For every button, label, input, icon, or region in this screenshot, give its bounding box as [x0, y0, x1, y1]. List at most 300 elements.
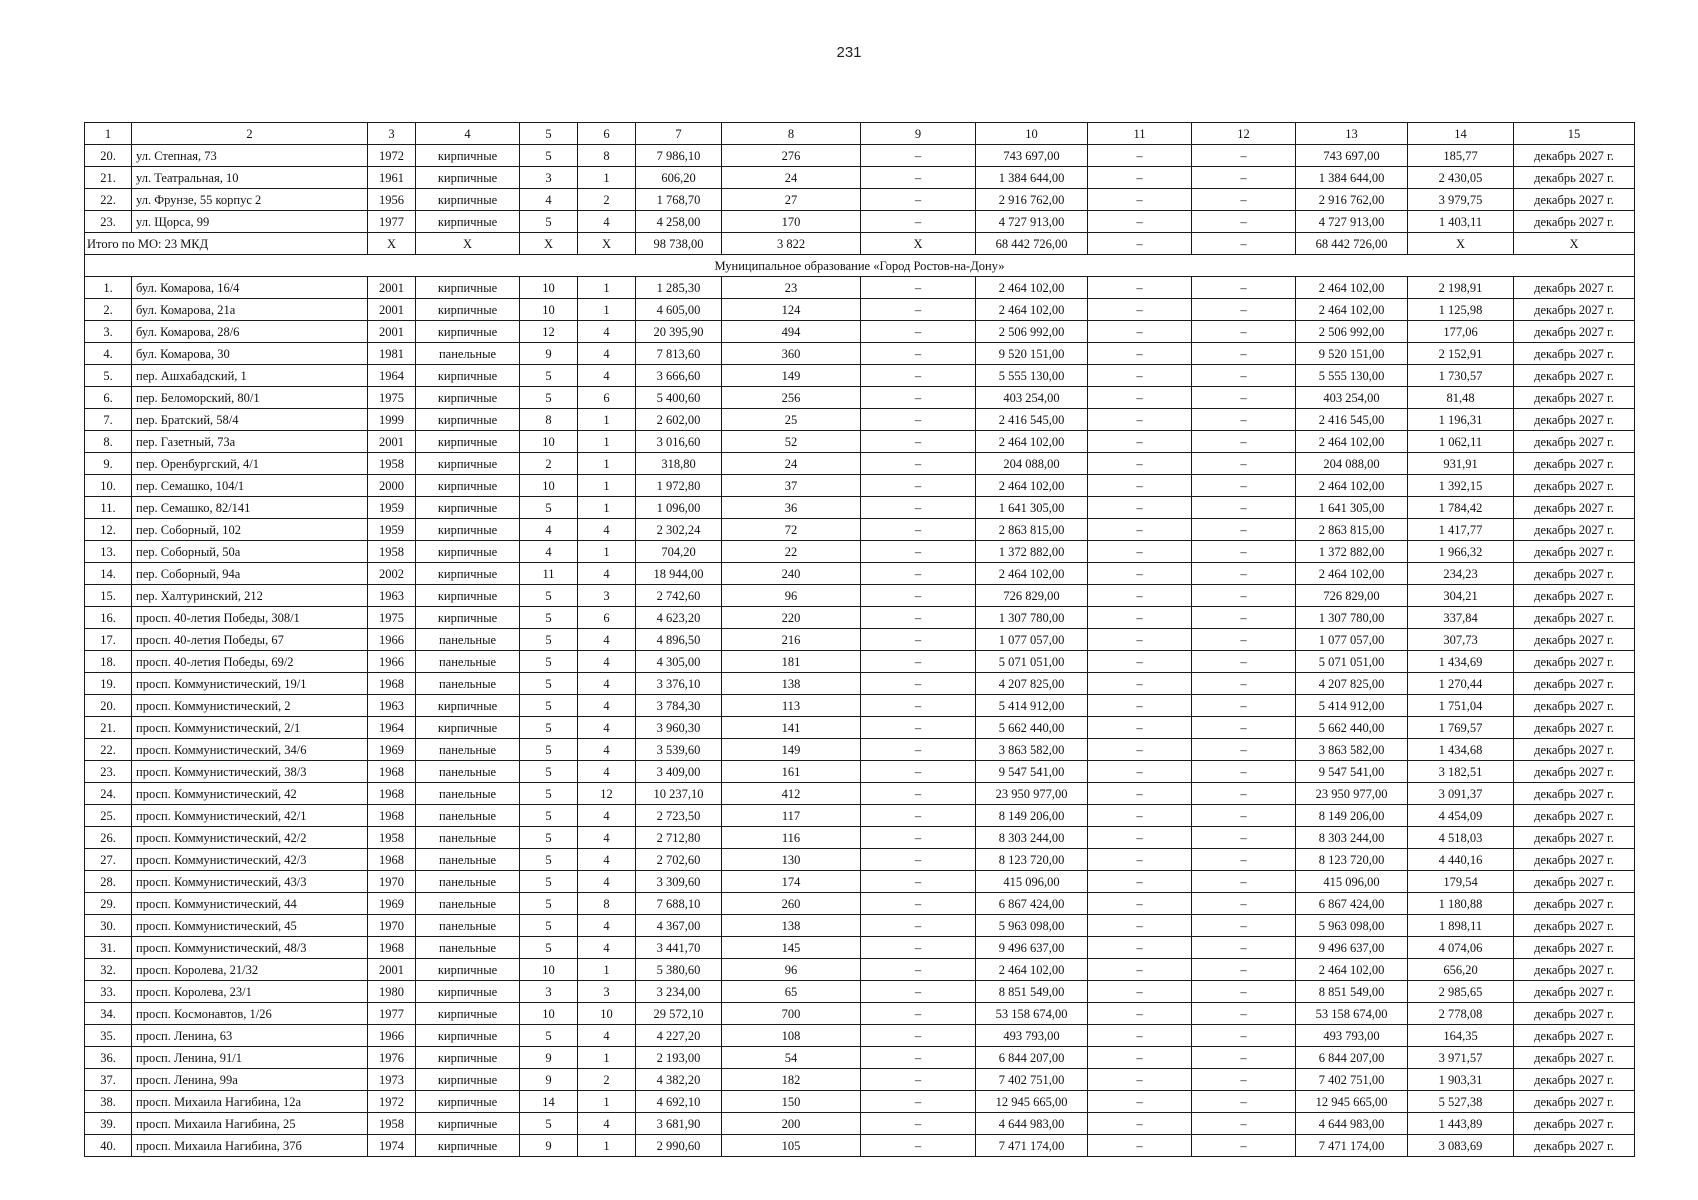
table-cell: декабрь 2027 г. [1514, 761, 1635, 783]
table-cell: 53 158 674,00 [976, 1003, 1088, 1025]
table-cell: – [1088, 1025, 1192, 1047]
table-cell: пер. Соборный, 94а [132, 563, 368, 585]
table-cell: 3 [520, 981, 578, 1003]
table-cell: – [1192, 761, 1296, 783]
table-cell: 2001 [368, 959, 416, 981]
table-cell: панельные [416, 629, 520, 651]
table-cell: 96 [722, 959, 861, 981]
table-row [85, 189, 1635, 211]
table-cell: 36. [85, 1047, 132, 1069]
table-cell: 1 [578, 541, 636, 563]
table-cell: – [1088, 453, 1192, 475]
table-cell: 5 555 130,00 [1296, 365, 1408, 387]
table-cell: 9 [520, 1135, 578, 1157]
table-cell: 1 641 305,00 [1296, 497, 1408, 519]
table-cell: 1 077 057,00 [976, 629, 1088, 651]
table-row [85, 981, 1635, 1003]
table-cell: пер. Оренбургский, 4/1 [132, 453, 368, 475]
table-cell: 1966 [368, 651, 416, 673]
table-cell: кирпичные [416, 607, 520, 629]
section-title: Муниципальное образование «Город Ростов-на-Дону» [85, 255, 1635, 277]
table-cell: 5 [520, 211, 578, 233]
table-cell: 6 [578, 387, 636, 409]
table-cell: 12 [520, 321, 578, 343]
table-row [85, 145, 1635, 167]
table-cell: 11. [85, 497, 132, 519]
table-cell: – [1088, 717, 1192, 739]
table-cell: 23 950 977,00 [1296, 783, 1408, 805]
table-cell: – [1088, 277, 1192, 299]
table-row [85, 827, 1635, 849]
table-cell: декабрь 2027 г. [1514, 849, 1635, 871]
table-cell: декабрь 2027 г. [1514, 563, 1635, 585]
table-cell: 4 [578, 1113, 636, 1135]
total-cell: – [1192, 233, 1296, 255]
table-cell: 2 [520, 453, 578, 475]
table-cell: 4 727 913,00 [1296, 211, 1408, 233]
table-cell: 4 [578, 211, 636, 233]
table-cell: 1 196,31 [1408, 409, 1514, 431]
table-cell: декабрь 2027 г. [1514, 1047, 1635, 1069]
table-row [85, 805, 1635, 827]
table-cell: – [861, 717, 976, 739]
table-cell: – [861, 1069, 976, 1091]
table-cell: декабрь 2027 г. [1514, 277, 1635, 299]
table-cell: кирпичные [416, 387, 520, 409]
table-row [85, 1003, 1635, 1025]
table-cell: 164,35 [1408, 1025, 1514, 1047]
table-cell: 6 844 207,00 [976, 1047, 1088, 1069]
table-cell: 4 [578, 1025, 636, 1047]
column-number-cell: 4 [416, 123, 520, 145]
table-cell: 1958 [368, 541, 416, 563]
table-cell: кирпичные [416, 695, 520, 717]
table-cell: 3 539,60 [636, 739, 722, 761]
table-cell: – [1192, 673, 1296, 695]
table-cell: – [1192, 893, 1296, 915]
column-number-cell: 2 [132, 123, 368, 145]
column-number-cell: 10 [976, 123, 1088, 145]
table-cell: 8. [85, 431, 132, 453]
table-cell: 4 [520, 519, 578, 541]
table-cell: панельные [416, 739, 520, 761]
table-cell: 130 [722, 849, 861, 871]
table-cell: 8 149 206,00 [1296, 805, 1408, 827]
table-cell: декабрь 2027 г. [1514, 519, 1635, 541]
table-cell: 4 [578, 871, 636, 893]
table-cell: 19. [85, 673, 132, 695]
table-cell: 200 [722, 1113, 861, 1135]
table-cell: бул. Комарова, 21а [132, 299, 368, 321]
table-cell: 2 506 992,00 [1296, 321, 1408, 343]
table-cell: панельные [416, 893, 520, 915]
table-cell: 1968 [368, 805, 416, 827]
table-cell: 3 441,70 [636, 937, 722, 959]
table-cell: 3 091,37 [1408, 783, 1514, 805]
table-cell: – [1192, 717, 1296, 739]
table-cell: кирпичные [416, 717, 520, 739]
table-cell: 8 123 720,00 [976, 849, 1088, 871]
table-cell: декабрь 2027 г. [1514, 871, 1635, 893]
table-cell: 5 [520, 1025, 578, 1047]
table-cell: декабрь 2027 г. [1514, 673, 1635, 695]
table-cell: 4 440,16 [1408, 849, 1514, 871]
table-cell: 22 [722, 541, 861, 563]
table-cell: 10 [520, 959, 578, 981]
table-cell: 4 [578, 519, 636, 541]
table-cell: 7 471 174,00 [976, 1135, 1088, 1157]
table-row [85, 1047, 1635, 1069]
table-cell: – [1192, 629, 1296, 651]
table-cell: 4 305,00 [636, 651, 722, 673]
table-cell: 1959 [368, 519, 416, 541]
table-cell: 1 270,44 [1408, 673, 1514, 695]
table-cell: – [861, 409, 976, 431]
table-row [85, 629, 1635, 651]
table-cell: – [1088, 167, 1192, 189]
table-cell: 1. [85, 277, 132, 299]
table-cell: 27 [722, 189, 861, 211]
table-cell: 9 [520, 1047, 578, 1069]
table-cell: кирпичные [416, 365, 520, 387]
table-cell: 2 506 992,00 [976, 321, 1088, 343]
table-cell: – [1088, 915, 1192, 937]
table-cell: 22. [85, 739, 132, 761]
table-cell: – [861, 695, 976, 717]
total-cell: X [520, 233, 578, 255]
table-cell: 2001 [368, 277, 416, 299]
table-cell: 65 [722, 981, 861, 1003]
table-cell: 2 464 102,00 [976, 959, 1088, 981]
table-cell: – [1192, 585, 1296, 607]
table-cell: 7 402 751,00 [976, 1069, 1088, 1091]
table-cell: 1 [578, 431, 636, 453]
table-cell: 1 434,69 [1408, 651, 1514, 673]
table-cell: 24. [85, 783, 132, 805]
table-cell: 240 [722, 563, 861, 585]
table-cell: 20 395,90 [636, 321, 722, 343]
table-cell: – [1088, 343, 1192, 365]
table-cell: кирпичные [416, 1113, 520, 1135]
table-cell: 2 430,05 [1408, 167, 1514, 189]
table-row [85, 453, 1635, 475]
table-cell: 182 [722, 1069, 861, 1091]
table-cell: 4 [578, 629, 636, 651]
table-cell: просп. Коммунистический, 42/3 [132, 849, 368, 871]
table-cell: 1 372 882,00 [1296, 541, 1408, 563]
table-cell: кирпичные [416, 189, 520, 211]
table-cell: 2 [578, 189, 636, 211]
table-cell: 5 [520, 387, 578, 409]
table-cell: 10 [520, 1003, 578, 1025]
table-cell: кирпичные [416, 1135, 520, 1157]
table-cell: 1966 [368, 1025, 416, 1047]
table-cell: 145 [722, 937, 861, 959]
table-cell: 96 [722, 585, 861, 607]
table-cell: 1961 [368, 167, 416, 189]
table-row [85, 387, 1635, 409]
table-cell: – [1088, 321, 1192, 343]
table-cell: 2002 [368, 563, 416, 585]
table-cell: – [861, 365, 976, 387]
total-cell: X [1408, 233, 1514, 255]
table-cell: 3 666,60 [636, 365, 722, 387]
table-cell: – [861, 211, 976, 233]
table-cell: – [1192, 1135, 1296, 1157]
table-cell: – [1192, 1047, 1296, 1069]
table-cell: панельные [416, 937, 520, 959]
table-cell: 2001 [368, 431, 416, 453]
table-cell: 3 234,00 [636, 981, 722, 1003]
table-cell: 105 [722, 1135, 861, 1157]
table-cell: 7. [85, 409, 132, 431]
table-cell: просп. Ленина, 63 [132, 1025, 368, 1047]
table-row [85, 651, 1635, 673]
table-row [85, 211, 1635, 233]
table-cell: 7 986,10 [636, 145, 722, 167]
table-cell: – [1192, 431, 1296, 453]
table-cell: 36 [722, 497, 861, 519]
table-cell: ул. Щорса, 99 [132, 211, 368, 233]
table-row [85, 783, 1635, 805]
table-cell: – [861, 1091, 976, 1113]
table-cell: 700 [722, 1003, 861, 1025]
table-cell: 1 [578, 453, 636, 475]
table-cell: 161 [722, 761, 861, 783]
table-cell: 1 [578, 1135, 636, 1157]
table-cell: 8 303 244,00 [976, 827, 1088, 849]
table-cell: кирпичные [416, 321, 520, 343]
table-cell: – [1192, 475, 1296, 497]
table-cell: панельные [416, 849, 520, 871]
total-cell: X [368, 233, 416, 255]
table-cell: – [861, 145, 976, 167]
table-cell: 4 367,00 [636, 915, 722, 937]
table-cell: 1 307 780,00 [1296, 607, 1408, 629]
table-cell: 204 088,00 [1296, 453, 1408, 475]
table-cell: – [1088, 849, 1192, 871]
table-cell: 2001 [368, 299, 416, 321]
table-cell: просп. Коммунистический, 34/6 [132, 739, 368, 761]
table-cell: 1 898,11 [1408, 915, 1514, 937]
table-cell: – [1192, 563, 1296, 585]
table-cell: 2 416 545,00 [1296, 409, 1408, 431]
table-cell: 6 844 207,00 [1296, 1047, 1408, 1069]
table-cell: 1 180,88 [1408, 893, 1514, 915]
table-cell: – [1192, 1025, 1296, 1047]
table-cell: – [1192, 211, 1296, 233]
table-cell: декабрь 2027 г. [1514, 651, 1635, 673]
table-cell: – [1088, 585, 1192, 607]
table-cell: 10 [520, 277, 578, 299]
page-number: 231 [836, 44, 862, 61]
table-cell: – [1192, 519, 1296, 541]
table-row [85, 519, 1635, 541]
table-cell: 4 [578, 321, 636, 343]
table-row [85, 1069, 1635, 1091]
table-cell: – [1088, 387, 1192, 409]
table-cell: 7 688,10 [636, 893, 722, 915]
column-number-cell: 1 [85, 123, 132, 145]
table-cell: 304,21 [1408, 585, 1514, 607]
table-cell: – [1088, 783, 1192, 805]
table-cell: кирпичные [416, 475, 520, 497]
table-cell: 4 074,06 [1408, 937, 1514, 959]
table-cell: 2 602,00 [636, 409, 722, 431]
table-cell: 4 518,03 [1408, 827, 1514, 849]
table-cell: декабрь 2027 г. [1514, 937, 1635, 959]
table-cell: 8 [578, 893, 636, 915]
table-cell: 8 303 244,00 [1296, 827, 1408, 849]
table-cell: просп. Ленина, 91/1 [132, 1047, 368, 1069]
table-cell: 1958 [368, 1113, 416, 1135]
table-cell: декабрь 2027 г. [1514, 409, 1635, 431]
table-cell: – [861, 651, 976, 673]
table-cell: 5 963 098,00 [976, 915, 1088, 937]
table-cell: 1 384 644,00 [1296, 167, 1408, 189]
table-cell: 493 793,00 [976, 1025, 1088, 1047]
table-cell: – [1088, 409, 1192, 431]
table-cell: – [861, 1025, 976, 1047]
table-cell: 4 382,20 [636, 1069, 722, 1091]
table-cell: 37 [722, 475, 861, 497]
table-row [85, 343, 1635, 365]
table-cell: 5 963 098,00 [1296, 915, 1408, 937]
table-cell: – [1088, 739, 1192, 761]
table-cell: 1956 [368, 189, 416, 211]
table-cell: – [1088, 1135, 1192, 1157]
table-cell: 12 945 665,00 [1296, 1091, 1408, 1113]
table-cell: пер. Беломорский, 80/1 [132, 387, 368, 409]
table-cell: – [1088, 959, 1192, 981]
table-cell: просп. Космонавтов, 1/26 [132, 1003, 368, 1025]
table-cell: 5 071 051,00 [1296, 651, 1408, 673]
table-cell: 1 641 305,00 [976, 497, 1088, 519]
table-cell: 3 863 582,00 [976, 739, 1088, 761]
table-cell: 7 813,60 [636, 343, 722, 365]
table-row [85, 475, 1635, 497]
total-row [85, 233, 1635, 255]
table-cell: 5 [520, 783, 578, 805]
table-cell: – [861, 541, 976, 563]
table-cell: 5 [520, 717, 578, 739]
table-cell: просп. Михаила Нагибина, 12а [132, 1091, 368, 1113]
table-cell: 4 [578, 365, 636, 387]
table-row [85, 1025, 1635, 1047]
table-cell: 4 [578, 849, 636, 871]
table-cell: декабрь 2027 г. [1514, 497, 1635, 519]
table-cell: 4 [578, 651, 636, 673]
table-cell: 2 916 762,00 [1296, 189, 1408, 211]
table-cell: 5 414 912,00 [1296, 695, 1408, 717]
table-cell: 1 384 644,00 [976, 167, 1088, 189]
table-cell: 5 [520, 849, 578, 871]
table-cell: 5 [520, 761, 578, 783]
table-cell: – [861, 607, 976, 629]
table-cell: панельные [416, 805, 520, 827]
table-cell: – [861, 1003, 976, 1025]
table-cell: просп. Ленина, 99а [132, 1069, 368, 1091]
table-cell: пер. Семашко, 104/1 [132, 475, 368, 497]
table-cell: 1977 [368, 1003, 416, 1025]
table-cell: – [861, 805, 976, 827]
table-cell: 2 302,24 [636, 519, 722, 541]
total-cell: 68 442 726,00 [1296, 233, 1408, 255]
table-cell: 2000 [368, 475, 416, 497]
table-cell: 24 [722, 167, 861, 189]
table-cell: просп. 40-летия Победы, 308/1 [132, 607, 368, 629]
table-cell: 32. [85, 959, 132, 981]
table-cell: – [1192, 497, 1296, 519]
table-cell: 1963 [368, 695, 416, 717]
table-cell: 8 851 549,00 [1296, 981, 1408, 1003]
table-cell: 5 [520, 145, 578, 167]
table-row [85, 277, 1635, 299]
table-cell: декабрь 2027 г. [1514, 299, 1635, 321]
table-cell: 5 [520, 937, 578, 959]
table-cell: 1973 [368, 1069, 416, 1091]
table-cell: 5 [520, 805, 578, 827]
table-cell: 1 392,15 [1408, 475, 1514, 497]
table-cell: декабрь 2027 г. [1514, 585, 1635, 607]
table-cell: декабрь 2027 г. [1514, 893, 1635, 915]
table-cell: декабрь 2027 г. [1514, 805, 1635, 827]
table-cell: 3 [578, 585, 636, 607]
table-cell: 3 [520, 167, 578, 189]
table-cell: 2 916 762,00 [976, 189, 1088, 211]
table-cell: 4 [578, 805, 636, 827]
table-cell: 4 [578, 673, 636, 695]
table-row [85, 607, 1635, 629]
table-cell: 1974 [368, 1135, 416, 1157]
table-cell: 260 [722, 893, 861, 915]
table-cell: 12 [578, 783, 636, 805]
table-cell: – [1088, 937, 1192, 959]
table-cell: 2 778,08 [1408, 1003, 1514, 1025]
table-cell: 3. [85, 321, 132, 343]
table-cell: 16. [85, 607, 132, 629]
table-row [85, 673, 1635, 695]
table-cell: панельные [416, 651, 520, 673]
table-cell: 256 [722, 387, 861, 409]
table-cell: 11 [520, 563, 578, 585]
table-cell: – [1088, 651, 1192, 673]
table-cell: 2 464 102,00 [1296, 475, 1408, 497]
table-cell: – [861, 871, 976, 893]
table-cell: – [861, 981, 976, 1003]
table-cell: 6 [578, 607, 636, 629]
table-cell: 2 702,60 [636, 849, 722, 871]
table-cell: 177,06 [1408, 321, 1514, 343]
table-cell: 5 [520, 629, 578, 651]
table-cell: – [1192, 783, 1296, 805]
table-cell: 8 [520, 409, 578, 431]
table-cell: 1968 [368, 761, 416, 783]
table-cell: 4 [520, 541, 578, 563]
table-cell: просп. Коммунистический, 19/1 [132, 673, 368, 695]
table-cell: 141 [722, 717, 861, 739]
table-cell: 2 464 102,00 [976, 277, 1088, 299]
table-cell: декабрь 2027 г. [1514, 739, 1635, 761]
table-cell: 9 520 151,00 [976, 343, 1088, 365]
table-cell: 1 [578, 409, 636, 431]
table-cell: 220 [722, 607, 861, 629]
table-cell: 2 723,50 [636, 805, 722, 827]
table-cell: 6 867 424,00 [976, 893, 1088, 915]
table-cell: 185,77 [1408, 145, 1514, 167]
table-cell: 24 [722, 453, 861, 475]
table-cell: 2 863 815,00 [976, 519, 1088, 541]
